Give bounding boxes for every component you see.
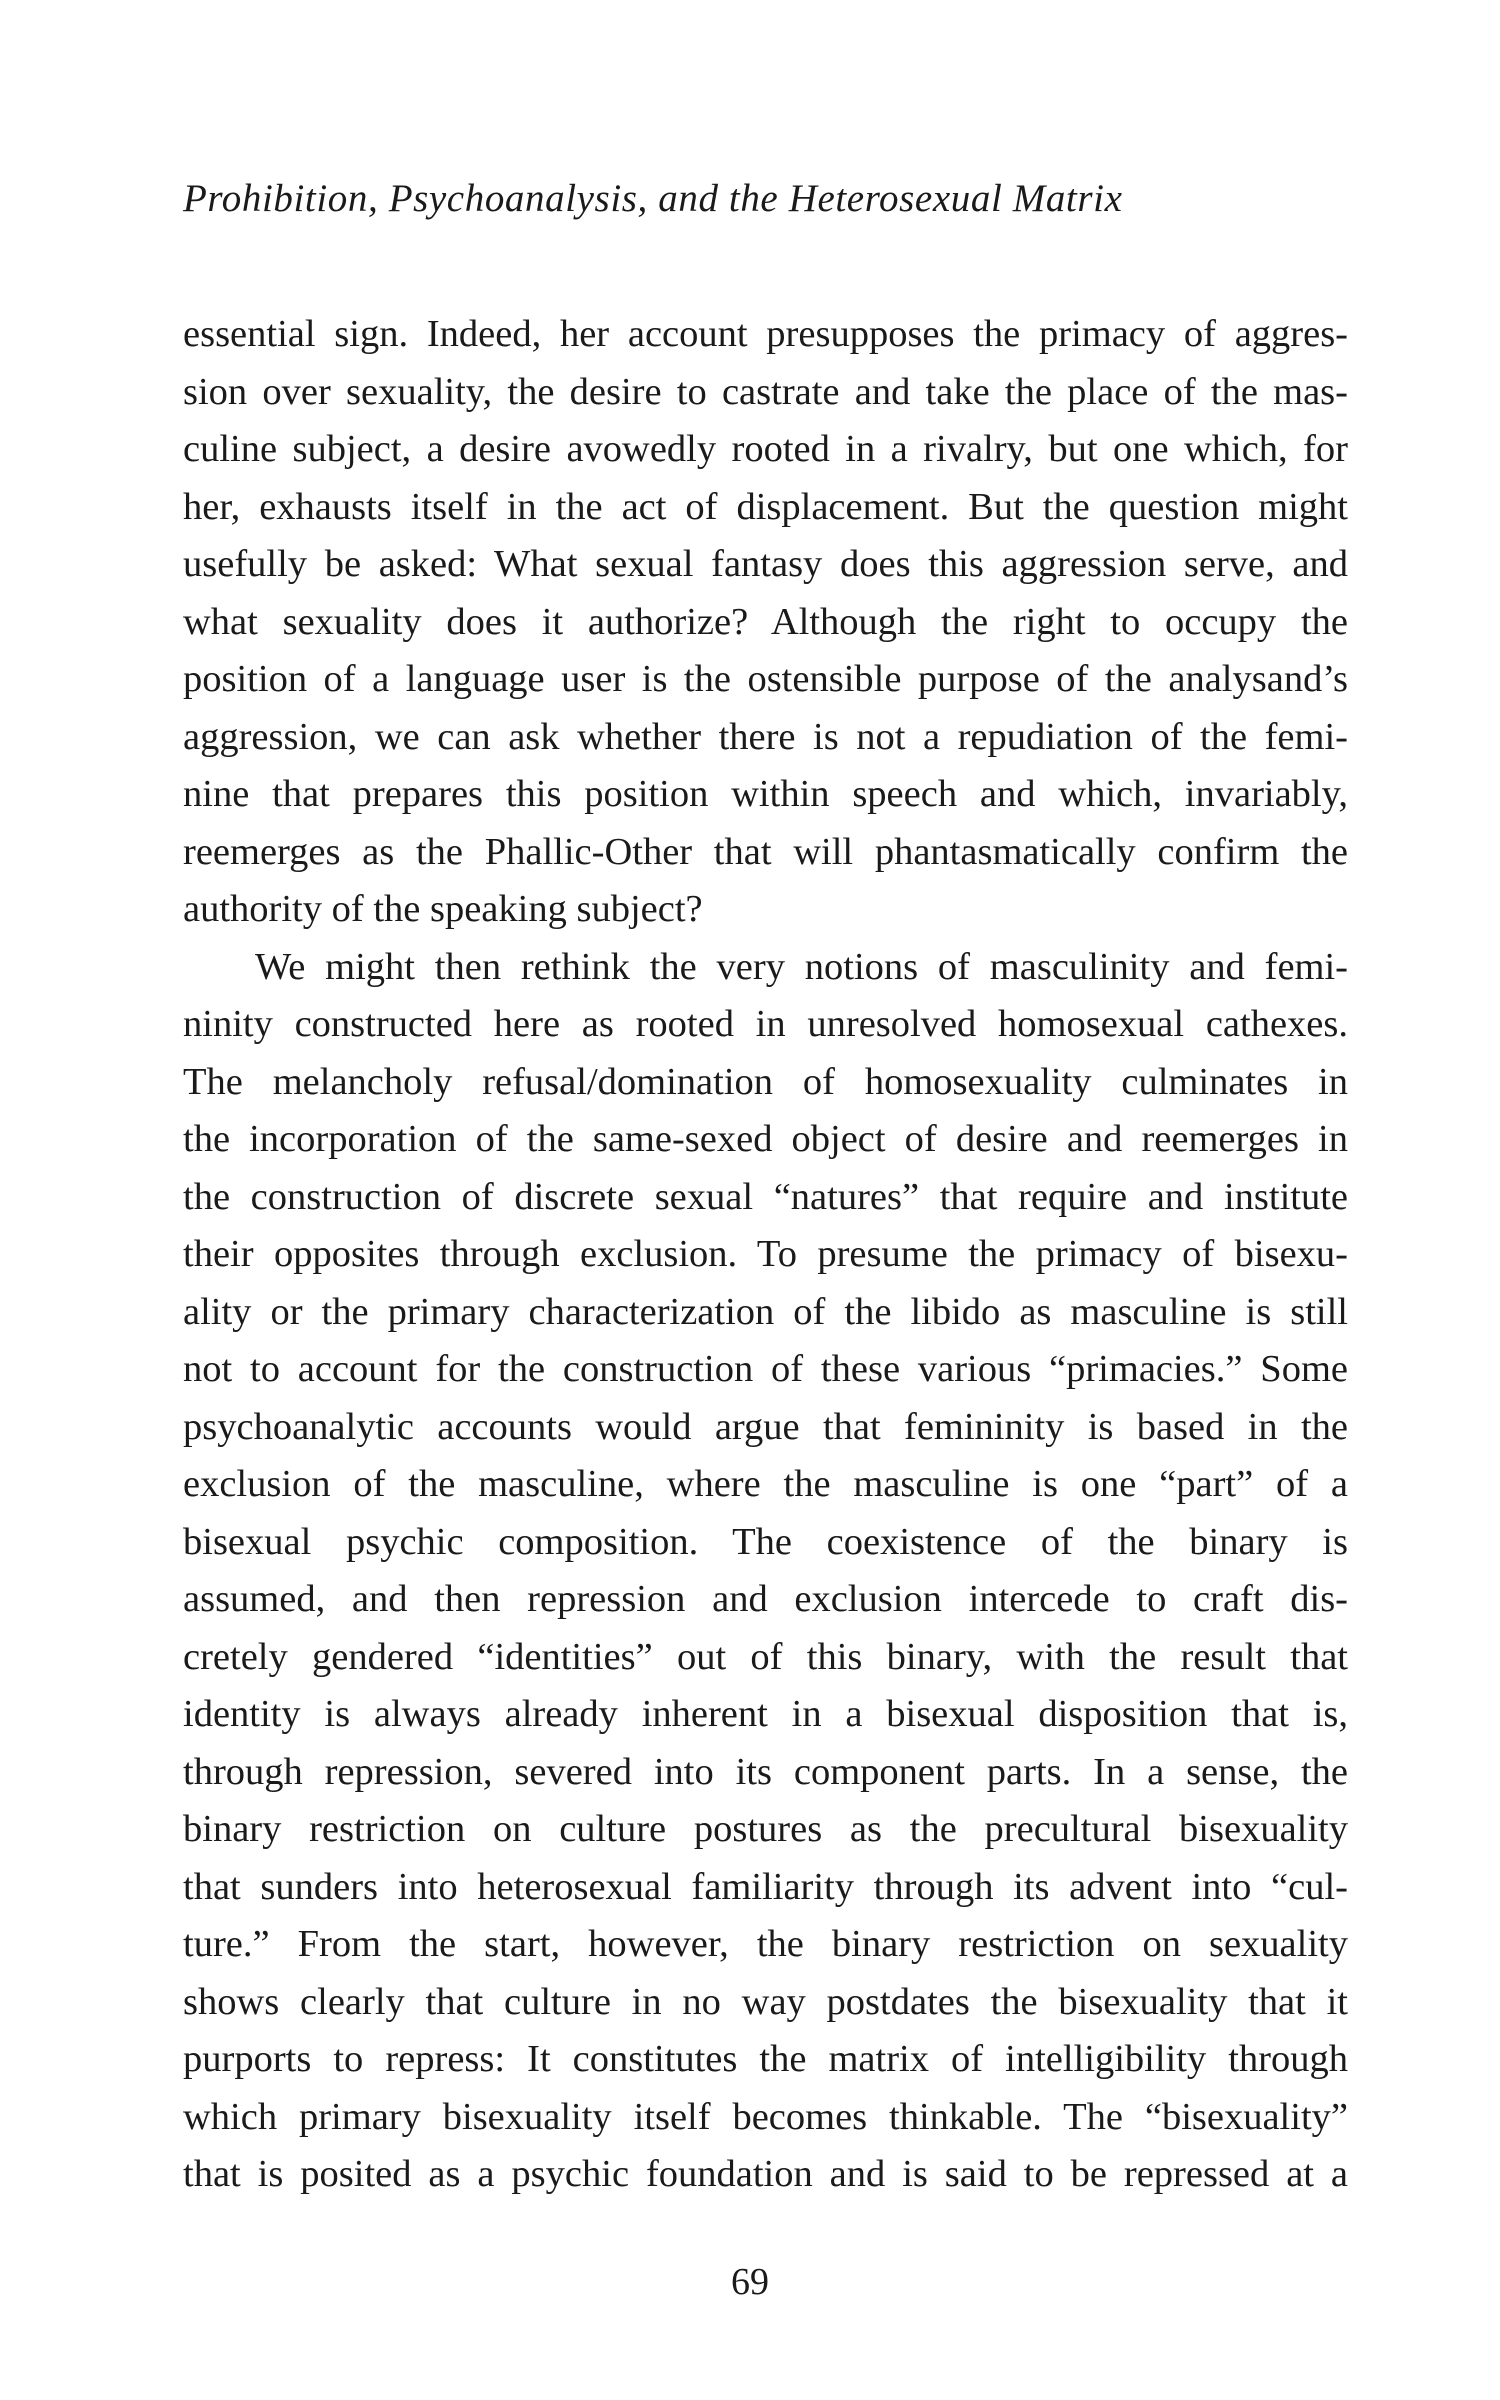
paragraph: [183, 306, 1348, 939]
text-line: the construction of discrete sexual “natures” that require and institute: [183, 1175, 1348, 1218]
text-line: nine that prepares this position within speech and which, invariably,: [183, 773, 1348, 815]
text-line: sion over sexuality, the desire to castrate and take the place of the mas-: [183, 370, 1348, 413]
paragraph: [183, 939, 1348, 2204]
text-line: position of a language user is the ostensible purpose of the analysand’s: [183, 658, 1348, 700]
text-line: the incorporation of the same-sexed object of desire and reemerges in: [183, 1118, 1348, 1160]
text-line: exclusion of the masculine, where the masculine is one “part” of a: [183, 1463, 1348, 1505]
text-line: usefully be asked: What sexual fantasy does this aggression serve, and: [183, 543, 1348, 585]
text-line: ality or the primary characterization of the libido as masculine is still: [183, 1290, 1348, 1333]
text-line: essential sign. Indeed, her account presupposes the primacy of aggres-: [183, 313, 1348, 355]
text-line: We might then rethink the very notions of masculinity and femi-: [255, 945, 1348, 988]
text-line: culine subject, a desire avowedly rooted in a rivalry, but one which, for: [183, 428, 1348, 470]
text-line: what sexuality does it authorize? Although the right to occupy the: [183, 600, 1348, 643]
text-line: ninity constructed here as rooted in unresolved homosexual cathexes.: [183, 1003, 1348, 1045]
text-line: authority of the speaking subject?: [183, 888, 703, 930]
text-line: that sunders into heterosexual familiarity through its advent into “cul-: [183, 1865, 1348, 1908]
text-line: aggression, we can ask whether there is not a repudiation of the femi-: [183, 715, 1348, 758]
text-line: not to account for the construction of these various “primacies.” Some: [183, 1348, 1348, 1390]
text-line: which primary bisexuality itself becomes thinkable. The “bisexuality”: [183, 2095, 1348, 2138]
text-line: cretely gendered “identities” out of this binary, with the result that: [183, 1635, 1348, 1678]
text-line: The melancholy refusal/domination of homosexuality culminates in: [183, 1060, 1348, 1103]
text-line: psychoanalytic accounts would argue that femininity is based in the: [183, 1405, 1348, 1448]
body-text: [183, 306, 1348, 2204]
text-line: her, exhausts itself in the act of displacement. But the question might: [183, 485, 1348, 528]
text-line: that is posited as a psychic foundation and is said to be repressed at a: [183, 2153, 1348, 2195]
running-head: Prohibition, Psychoanalysis, and the Heterosexual Matrix: [183, 177, 1123, 220]
text-line: their opposites through exclusion. To presume the primacy of bisexu-: [183, 1233, 1348, 1275]
text-line: binary restriction on culture postures as the precultural bisexuality: [183, 1808, 1348, 1850]
text-line: shows clearly that culture in no way postdates the bisexuality that it: [183, 1980, 1348, 2023]
text-line: reemerges as the Phallic-Other that will phantasmatically confirm the: [183, 830, 1348, 873]
text-line: identity is always already inherent in a bisexual disposition that is,: [183, 1693, 1348, 1735]
text-line: bisexual psychic composition. The coexistence of the binary is: [183, 1520, 1348, 1563]
text-line: ture.” From the start, however, the binary restriction on sexuality: [183, 1923, 1348, 1965]
text-line: purports to repress: It constitutes the matrix of intelligibility through: [183, 2038, 1348, 2080]
text-line: assumed, and then repression and exclusion intercede to craft dis-: [183, 1578, 1348, 1620]
page-number: 69: [731, 2261, 769, 2303]
text-line: through repression, severed into its component parts. In a sense, the: [183, 1750, 1348, 1793]
